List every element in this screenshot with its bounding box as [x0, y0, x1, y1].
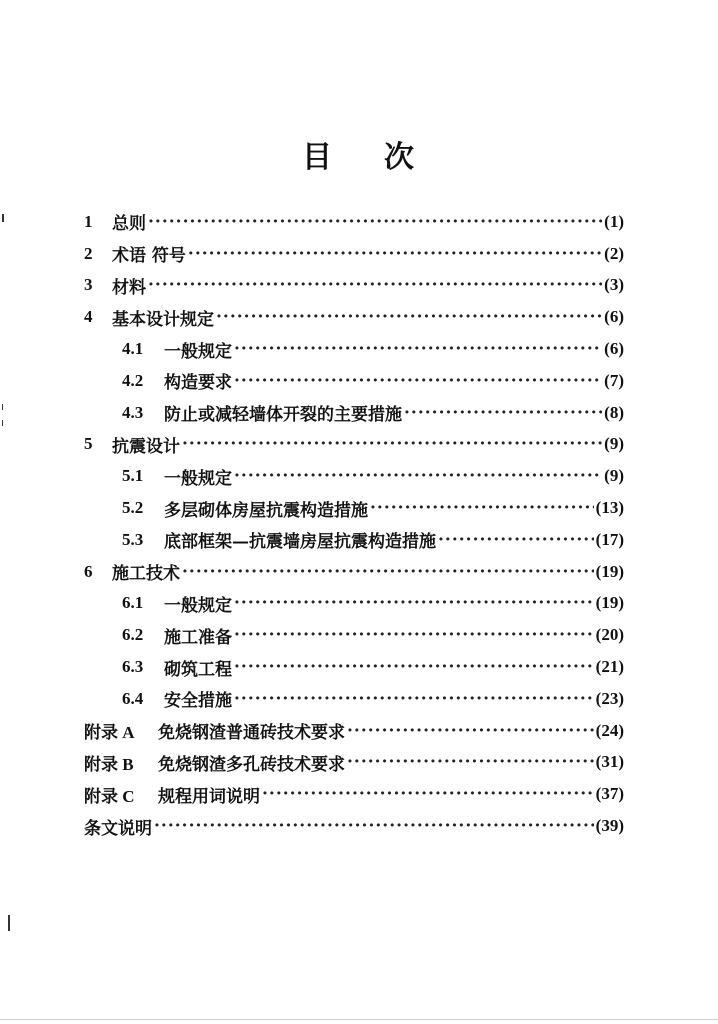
toc-entry-page: (19) — [595, 593, 624, 613]
toc-leader-dots — [234, 657, 594, 677]
toc-entry-page: (9) — [604, 466, 624, 486]
toc-entry-page: (6) — [604, 339, 624, 359]
toc-entry-title: 条文说明 — [84, 818, 152, 839]
toc-entry-number: 5.3 — [122, 529, 144, 549]
toc-entry-title: 底部框架—抗震墙房屋抗震构造措施 — [164, 532, 436, 553]
toc-entry-page: (37) — [595, 784, 624, 804]
toc-entry-number: 2 — [84, 243, 93, 263]
toc-leader-dots — [347, 721, 594, 741]
toc-entry-title: 术语 符号 — [112, 246, 186, 267]
toc-entry-number: 5 — [84, 434, 93, 454]
toc-entry[interactable] — [84, 301, 624, 333]
toc-entry-page: (9) — [604, 434, 624, 454]
toc-entry-title: 基本设计规定 — [112, 309, 214, 330]
toc-entry[interactable] — [84, 588, 624, 620]
toc-leader-dots — [234, 339, 602, 359]
toc-leader-dots — [234, 593, 594, 613]
toc-leader-dots — [234, 625, 594, 645]
toc-entry[interactable] — [84, 651, 624, 683]
toc-leader-dots — [188, 244, 602, 264]
toc-entry-title: 抗震设计 — [112, 436, 180, 457]
toc-entry-title: 施工技术 — [112, 564, 180, 585]
toc-entry-title: 免烧钢渣多孔砖技术要求 — [158, 754, 345, 775]
toc-entry-page: (39) — [595, 816, 624, 836]
toc-entry-title: 多层砌体房屋抗震构造措施 — [164, 500, 368, 521]
toc-entry[interactable] — [84, 778, 624, 810]
toc-leader-dots — [438, 530, 594, 550]
toc-leader-dots — [148, 212, 602, 232]
toc-leader-dots — [182, 434, 602, 454]
toc-entry[interactable] — [84, 460, 624, 492]
toc-entry[interactable] — [84, 270, 624, 302]
page-title — [0, 132, 718, 176]
toc-entry-page: (31) — [595, 752, 624, 772]
toc-leader-dots — [347, 752, 594, 772]
toc-entry-page: (8) — [604, 402, 624, 422]
toc-entry-title: 砌筑工程 — [164, 659, 232, 680]
toc-entry-title: 规程用词说明 — [158, 786, 260, 807]
toc-entry[interactable] — [84, 747, 624, 779]
toc-leader-dots — [216, 307, 602, 327]
page-edge — [0, 1019, 718, 1020]
scan-mark — [2, 420, 3, 426]
toc-entry-number: 5.2 — [122, 498, 144, 518]
toc-leader-dots — [404, 403, 602, 423]
toc-entry-page: (6) — [604, 307, 624, 327]
toc-entry-title: 材料 — [112, 277, 146, 298]
toc-entry-title: 构造要求 — [164, 373, 232, 394]
toc-entry-number: 附录 C — [84, 786, 135, 806]
toc-entry[interactable] — [84, 238, 624, 270]
toc-entry-title: 免烧钢渣普通砖技术要求 — [158, 723, 345, 744]
toc-entry[interactable] — [84, 206, 624, 238]
toc-entry-title: 一般规定 — [164, 468, 232, 489]
toc-entry-number: 6.3 — [122, 657, 144, 677]
toc-entry[interactable] — [84, 492, 624, 524]
toc-leader-dots — [234, 466, 602, 486]
toc-entry-page: (17) — [595, 529, 624, 549]
toc-entry[interactable] — [84, 429, 624, 461]
toc-entry[interactable] — [84, 333, 624, 365]
toc-entry-page: (1) — [604, 211, 624, 231]
scan-mark — [2, 214, 4, 222]
toc-entry-number: 4.1 — [122, 339, 144, 359]
toc-entry-number: 4 — [84, 307, 93, 327]
toc-leader-dots — [262, 784, 594, 804]
toc-entry-page: (2) — [604, 243, 624, 263]
toc-entry-number: 1 — [84, 211, 93, 231]
toc-entry[interactable] — [84, 619, 624, 651]
toc-entry[interactable] — [84, 397, 624, 429]
toc-entry-title: 一般规定 — [164, 341, 232, 362]
toc-entry-page: (13) — [595, 498, 624, 518]
toc-entry-number: 6 — [84, 561, 93, 581]
toc-entry-page: (3) — [604, 275, 624, 295]
scan-mark — [2, 404, 3, 410]
toc-entry[interactable] — [84, 810, 624, 842]
toc-leader-dots — [370, 498, 594, 518]
scan-mark — [8, 915, 10, 931]
toc-entry[interactable] — [84, 715, 624, 747]
toc-entry-number: 6.2 — [122, 625, 144, 645]
toc-entry-number: 4.2 — [122, 370, 144, 390]
toc-entry-number: 3 — [84, 275, 93, 295]
toc-entry-page: (23) — [595, 688, 624, 708]
toc-leader-dots — [182, 562, 594, 582]
toc-leader-dots — [148, 275, 602, 295]
toc-leader-dots — [234, 689, 594, 709]
toc-entry-title: 防止或减轻墙体开裂的主要措施 — [164, 405, 402, 426]
table-of-contents — [84, 206, 624, 842]
toc-entry[interactable] — [84, 365, 624, 397]
toc-entry-number: 6.1 — [122, 593, 144, 613]
toc-entry-number: 5.1 — [122, 466, 144, 486]
toc-entry-page: (24) — [595, 720, 624, 740]
toc-entry-page: (7) — [604, 370, 624, 390]
toc-entry[interactable] — [84, 556, 624, 588]
toc-leader-dots — [154, 816, 594, 836]
toc-entry-title: 安全措施 — [164, 691, 232, 712]
toc-entry-page: (20) — [595, 625, 624, 645]
toc-entry-title: 一般规定 — [164, 595, 232, 616]
toc-entry[interactable] — [84, 683, 624, 715]
toc-entry-title: 施工准备 — [164, 627, 232, 648]
toc-entry-number: 附录 B — [84, 754, 134, 774]
toc-entry-number: 6.4 — [122, 688, 144, 708]
toc-entry-page: (21) — [595, 657, 624, 677]
title-char-2: 次 — [384, 140, 416, 175]
toc-entry-page: (19) — [595, 561, 624, 581]
toc-entry-number: 附录 A — [84, 723, 135, 743]
toc-entry-title: 总则 — [112, 214, 146, 235]
toc-leader-dots — [234, 371, 602, 391]
title-char-1: 目 — [302, 140, 334, 175]
toc-entry-number: 4.3 — [122, 402, 144, 422]
toc-entry[interactable] — [84, 524, 624, 556]
